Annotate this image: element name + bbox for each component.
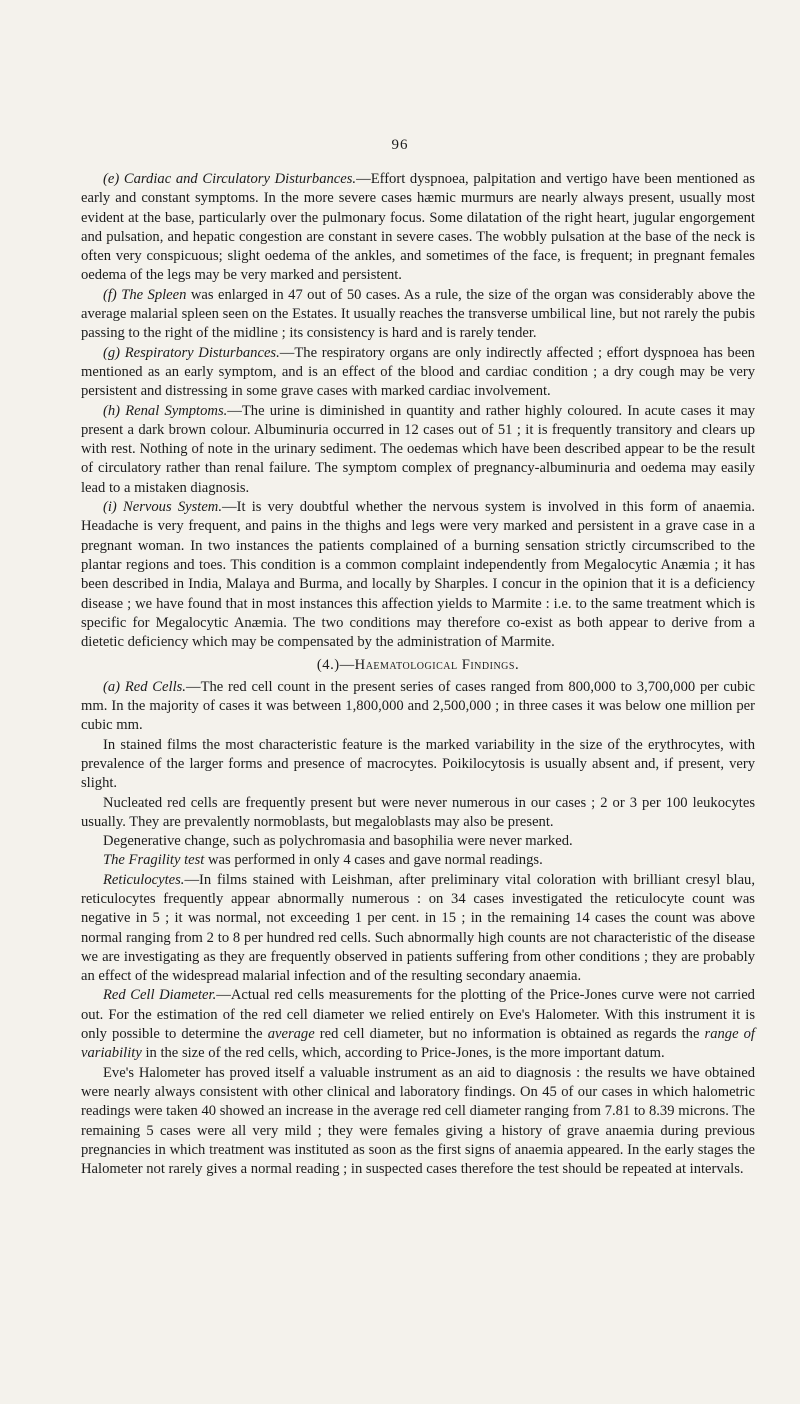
paragraph-nervous: [81, 498, 755, 652]
paragraph-stained-films: In stained films the most characteristic feature is the marked variability in the size of the erythrocytes, with prevalence of the larger forms and presence of macrocytes. Poikilocytosis is usually absent and, if present, very slight.: [81, 736, 755, 792]
paragraph-body: —The red cell count in the present series of cases ranged from 800,000 to 3,700,000 per cubic mm. In the majority of cases it was between 1,800,000 and 2,500,000 ; in three cases it was below one million per cubic mm.: [81, 678, 755, 734]
item-label: (g): [103, 344, 121, 361]
body-text: [81, 170, 755, 1179]
item-label: (a): [103, 678, 121, 695]
paragraph-body: red cell diameter, but no information is obtained as regards the: [314, 1026, 705, 1043]
page-number: 96: [391, 137, 409, 153]
paragraph-title: Respiratory Disturbances.: [124, 344, 280, 361]
emphasis-range: range of variability: [81, 1026, 755, 1062]
paragraph-renal: [81, 402, 755, 498]
paragraph-cardiac: [81, 170, 755, 286]
paragraph-red-cells: [81, 678, 755, 736]
item-label: (i): [103, 499, 117, 516]
paragraph-nucleated: Nucleated red cells are frequently present but were never numerous in our cases ; 2 or 3 per 100 leukocytes usually. They are prevalently normoblasts, but megaloblasts may also be present.: [81, 794, 755, 830]
section-heading: (4.)—Haematological Findings.: [316, 657, 520, 674]
paragraph-body: —The respiratory organs are only indirectly affected ; effort dyspnoea has been mentioned as an early symptom, and is an effect of the blood and cardiac condition ; a dry cough may be very persistent and distressing in some grave cases with marked cardiac involvement.: [81, 344, 755, 400]
paragraph-body: was enlarged in 47 out of 50 cases. As a rule, the size of the organ was considerably above the average malarial spleen seen on the Estates. It usually reaches the transverse umbilical line, but not rarely the pubis passing to the right of the midline ; its consistency is hard and is rarely tender.: [81, 286, 755, 342]
paragraph-body: was performed in only 4 cases and gave normal readings.: [204, 852, 543, 869]
paragraph-degenerative: Degenerative change, such as polychromasia and basophilia were never marked.: [103, 833, 573, 850]
paragraph-body: —In films stained with Leishman, after preliminary vital coloration with brilliant cresyl blau, reticulocytes frequently appear abnormally numerous : on 34 cases investigated the reticulocyte count was negative in 5 ; it was normal, not exceeding 1 per cent. in 15 ; in the remaining 14 cases the count was above normal ranging from 2 to 8 per hundred red cells. Such abnormally high counts are not characteristic of the disease we are investigating as they are frequently observed in patients suffering from other conditions ; they are probably an effect of the widespread malarial infection and of the resulting secondary anaemia.: [81, 871, 755, 985]
paragraph-reticulocytes: [81, 871, 755, 987]
paragraph-spleen: [81, 286, 755, 344]
item-label: (h): [103, 402, 121, 419]
paragraph-title: Reticulocytes.: [103, 871, 185, 888]
paragraph-title: Nervous System.: [122, 499, 222, 516]
paragraph-title: The Fragility test: [103, 852, 205, 869]
paragraph-body: —It is very doubtful whether the nervous system is involved in this form of anaemia. Headache is very frequent, and pains in the thighs and legs were very marked and persistent in a grave case in a pregnant woman. In two instances the patients complained of a burning sensation strictly circumscribed to the plantar regions and toes. This condition is a common complaint independently from Megalocytic Anæmia ; it has been described in India, Malaya and Burma, and locally by Sharples. I concur in the opinion that it is a deficiency disease ; we have found that in most instances this affection yields to Marmite : i.e. to the same treatment which is specific for Megalocytic Anæmia. The two conditions may therefore co-exist as both appear to derive from a dietetic deficiency which may be compensated by the administration of Marmite.: [81, 499, 755, 651]
emphasis-average: average: [267, 1026, 315, 1043]
paragraph-body: in the size of the red cells, which, according to Price-Jones, is the more important datum.: [141, 1045, 665, 1062]
paragraph-title: Red Cell Diameter.: [103, 987, 217, 1004]
paragraph-halometer: Eve's Halometer has proved itself a valuable instrument as an aid to diagnosis : the results we have obtained were nearly always consistent with other clinical and laboratory findings. On 45 of our cases in which halometric readings were taken 40 showed an increase in the average red cell diameter ranging from 7.81 to 8.39 microns. The remaining 5 cases were all very mild ; they were females giving a history of grave anaemia during previous pregnancies in which treatment was instituted as soon as the first signs of anaemia appeared. In the early stages the Halometer not rarely gives a normal reading ; in suspected cases therefore the test should be repeated at intervals.: [81, 1064, 755, 1178]
paragraph-diameter: [81, 986, 755, 1063]
item-label: (f): [103, 286, 117, 303]
paragraph-title: Renal Symptoms.: [125, 402, 228, 419]
paragraph-title: Red Cells.: [124, 678, 186, 695]
paragraph-title: Cardiac and Circulatory Disturbances.: [123, 171, 357, 187]
paragraph-respiratory: [81, 344, 755, 402]
paragraph-fragility: [81, 851, 755, 870]
paragraph-title: The Spleen: [121, 286, 187, 303]
paragraph-body: —Effort dyspnoea, palpitation and vertigo have been mentioned as early and constant symptoms. In the more severe cases hæmic murmurs are nearly always present, usually most evident at the base, particularly over the pulmonary focus. Some dilatation of the right heart, jugular engorgement and pulsation, and hepatic congestion are constant in severe cases. The wobbly pulsation at the base of the neck is often very conspicuous; slight oedema of the ankles, and sometimes of the face, is frequent; in pregnant females oedema of the legs may be very marked and persistent.: [81, 171, 756, 284]
paragraph-body: —Actual red cells measurements for the plotting of the Price-Jones curve were not carried out. For the estimation of the red cell diameter we relied entirely on Eve's Halometer. With this instrument it is only possible to determine the: [81, 987, 755, 1043]
item-label: (e): [103, 171, 120, 187]
paragraph-body: —The urine is diminished in quantity and rather highly coloured. In acute cases it may present a dark brown colour. Albuminuria occurred in 12 cases out of 51 ; it is frequently transitory and clears up with rest. Nothing of note in the urinary sediment. The oedemas which have been described appear to be the result of circulatory rather than renal failure. The symptom complex of pregnancy-albuminuria and oedema may easily lead to a mistaken diagnosis.: [81, 402, 755, 496]
